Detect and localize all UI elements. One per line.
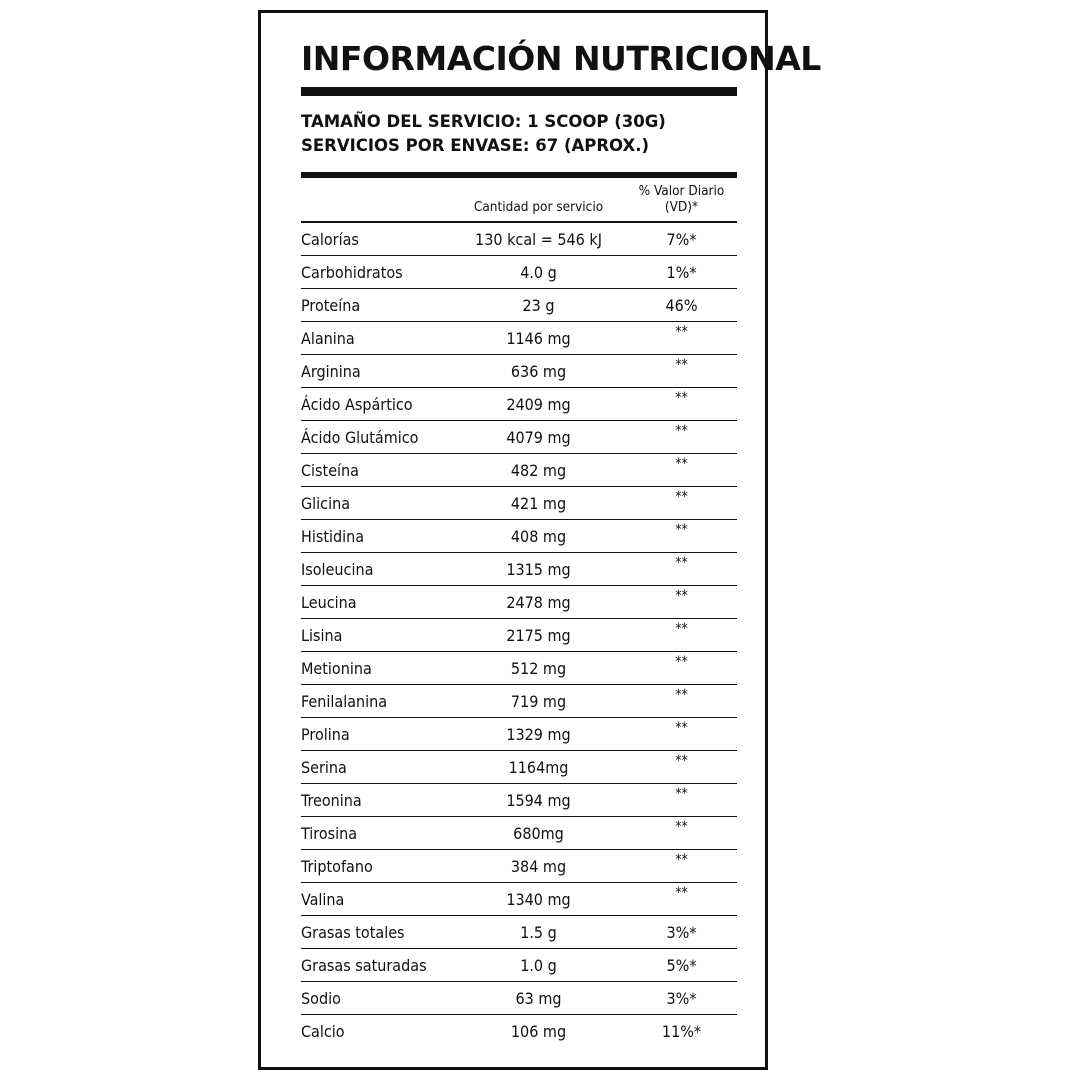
nutrition-table-body (301, 222, 737, 1047)
table-row (301, 553, 737, 586)
nutrient-name: Treonina (301, 784, 451, 817)
nutrient-name: Cisteína (301, 454, 451, 487)
nutrient-amount: 1594 mg (451, 784, 626, 817)
nutrient-amount: 1146 mg (451, 322, 626, 355)
table-row (301, 355, 737, 388)
table-row (301, 289, 737, 322)
nutrient-daily-value: 3%* (626, 982, 737, 1015)
table-row (301, 883, 737, 916)
nutrition-facts-panel (258, 10, 821, 1070)
nutrient-amount: 1.5 g (451, 916, 626, 949)
nutrient-name: Isoleucina (301, 553, 451, 586)
nutrient-name: Ácido Aspártico (301, 388, 451, 421)
table-row (301, 388, 737, 421)
nutrient-amount: 1.0 g (451, 949, 626, 982)
nutrient-daily-value: ** (626, 421, 737, 454)
nutrient-amount: 2478 mg (451, 586, 626, 619)
nutrient-amount: 106 mg (451, 1015, 626, 1048)
table-row (301, 222, 737, 256)
column-header-amount: Cantidad por servicio (473, 199, 604, 216)
nutrient-name: Sodio (301, 982, 451, 1015)
nutrient-daily-value: 5%* (626, 949, 737, 982)
nutrient-name: Ácido Glutámico (301, 421, 451, 454)
nutrient-amount: 2409 mg (451, 388, 626, 421)
divider-thick-top (301, 87, 737, 96)
nutrition-table (301, 178, 737, 1047)
nutrient-daily-value: ** (626, 619, 737, 652)
nutrient-amount: 1164mg (451, 751, 626, 784)
nutrient-daily-value: 11%* (626, 1015, 737, 1048)
nutrient-daily-value: ** (626, 751, 737, 784)
nutrient-amount: 1315 mg (451, 553, 626, 586)
nutrient-amount: 2175 mg (451, 619, 626, 652)
nutrient-amount: 680mg (451, 817, 626, 850)
servings-per-container-text: SERVICIOS POR ENVASE: 67 (APROX.) (301, 136, 650, 156)
column-header-daily-value: % Valor Diario (VD)* (638, 183, 725, 216)
column-header-name (301, 178, 451, 222)
table-row (301, 421, 737, 454)
nutrient-daily-value: 1%* (626, 256, 737, 289)
nutrient-amount: 4.0 g (451, 256, 626, 289)
nutrient-daily-value: 46% (626, 289, 737, 322)
nutrient-name: Proteína (301, 289, 451, 322)
nutrient-amount: 63 mg (451, 982, 626, 1015)
table-row (301, 454, 737, 487)
nutrient-amount: 482 mg (451, 454, 626, 487)
nutrient-amount: 23 g (451, 289, 626, 322)
nutrient-name: Alanina (301, 322, 451, 355)
nutrient-daily-value: 7%* (626, 222, 737, 256)
nutrient-daily-value: ** (626, 883, 737, 916)
nutrient-daily-value: 3%* (626, 916, 737, 949)
nutrient-name: Calorías (301, 222, 451, 256)
nutrient-name: Carbohidratos (301, 256, 451, 289)
table-row (301, 850, 737, 883)
nutrient-name: Metionina (301, 652, 451, 685)
nutrient-amount: 636 mg (451, 355, 626, 388)
nutrition-facts-inner (301, 33, 821, 1047)
nutrient-name: Triptofano (301, 850, 451, 883)
nutrient-daily-value: ** (626, 388, 737, 421)
nutrient-amount: 512 mg (451, 652, 626, 685)
nutrient-name: Grasas saturadas (301, 949, 451, 982)
table-row (301, 256, 737, 289)
nutrient-name: Arginina (301, 355, 451, 388)
nutrient-daily-value: ** (626, 850, 737, 883)
table-row (301, 586, 737, 619)
nutrient-name: Lisina (301, 619, 451, 652)
table-row (301, 982, 737, 1015)
nutrient-daily-value: ** (626, 685, 737, 718)
nutrient-name: Calcio (301, 1015, 451, 1048)
nutrient-name: Tirosina (301, 817, 451, 850)
nutrient-name: Leucina (301, 586, 451, 619)
nutrient-daily-value: ** (626, 454, 737, 487)
nutrient-amount: 719 mg (451, 685, 626, 718)
nutrient-amount: 408 mg (451, 520, 626, 553)
table-row (301, 652, 737, 685)
nutrient-amount: 1329 mg (451, 718, 626, 751)
table-row (301, 487, 737, 520)
nutrient-daily-value: ** (626, 586, 737, 619)
nutrient-name: Serina (301, 751, 451, 784)
table-row (301, 718, 737, 751)
nutrient-name: Prolina (301, 718, 451, 751)
table-row (301, 916, 737, 949)
table-row (301, 619, 737, 652)
nutrition-table-head (301, 178, 737, 222)
nutrient-daily-value: ** (626, 553, 737, 586)
nutrient-amount: 4079 mg (451, 421, 626, 454)
nutrient-daily-value: ** (626, 322, 737, 355)
nutrient-amount: 130 kcal = 546 kJ (451, 222, 626, 256)
nutrient-name: Fenilalanina (301, 685, 451, 718)
table-row (301, 685, 737, 718)
nutrient-daily-value: ** (626, 718, 737, 751)
serving-info (301, 110, 737, 158)
nutrient-daily-value: ** (626, 784, 737, 817)
nutrient-daily-value: ** (626, 520, 737, 553)
nutrient-daily-value: ** (626, 817, 737, 850)
table-row (301, 520, 737, 553)
table-row (301, 751, 737, 784)
nutrient-amount: 1340 mg (451, 883, 626, 916)
table-row (301, 322, 737, 355)
nutrient-daily-value: ** (626, 652, 737, 685)
nutrient-name: Grasas totales (301, 916, 451, 949)
table-row (301, 784, 737, 817)
table-row (301, 1015, 737, 1048)
serving-size-text: TAMAÑO DEL SERVICIO: 1 SCOOP (30G) (301, 112, 666, 132)
page-title: INFORMACIÓN NUTRICIONAL (301, 39, 821, 78)
table-header-row (301, 178, 737, 222)
nutrient-amount: 421 mg (451, 487, 626, 520)
nutrient-daily-value: ** (626, 355, 737, 388)
nutrient-name: Glicina (301, 487, 451, 520)
table-row (301, 949, 737, 982)
nutrient-name: Valina (301, 883, 451, 916)
table-row (301, 817, 737, 850)
nutrient-daily-value: ** (626, 487, 737, 520)
nutrient-amount: 384 mg (451, 850, 626, 883)
nutrient-name: Histidina (301, 520, 451, 553)
